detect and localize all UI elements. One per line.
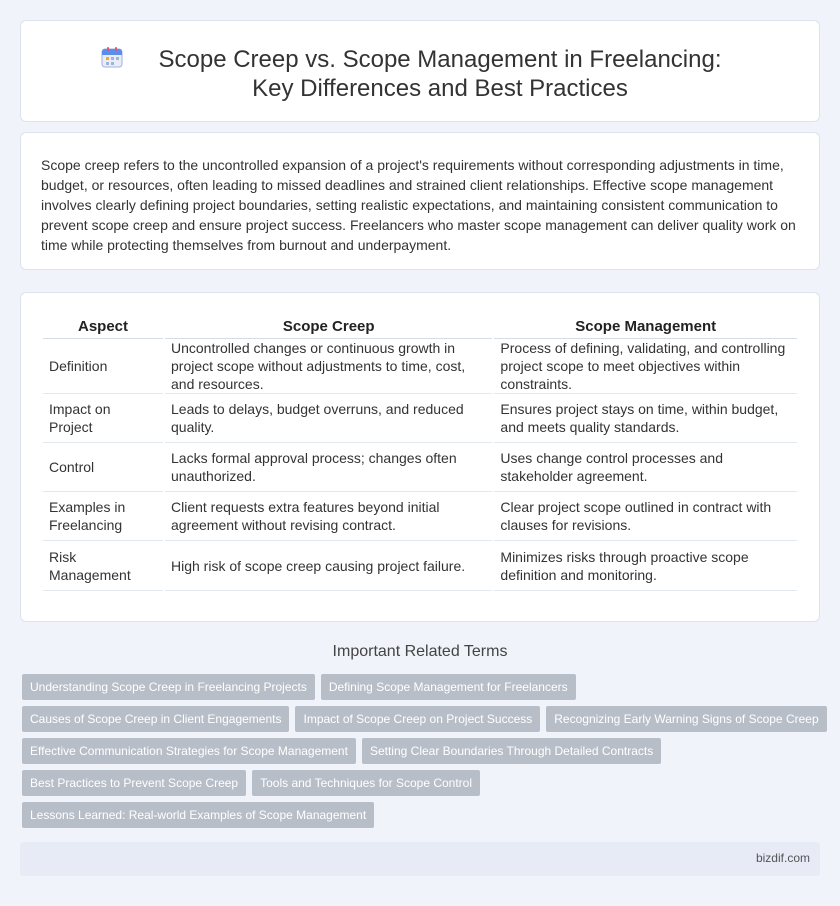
cell-aspect: Definition bbox=[43, 339, 163, 394]
cell-aspect: Examples in Freelancing bbox=[43, 492, 163, 541]
related-term-tag[interactable]: Best Practices to Prevent Scope Creep bbox=[22, 770, 246, 796]
header-card bbox=[20, 20, 820, 122]
cell-scope-management: Uses change control processes and stakeholder agreement. bbox=[494, 443, 797, 492]
cell-scope-creep: High risk of scope creep causing project failure. bbox=[165, 541, 492, 591]
cell-scope-management: Minimizes risks through proactive scope definition and monitoring. bbox=[494, 541, 797, 591]
cell-scope-creep: Leads to delays, budget overruns, and reduced quality. bbox=[165, 394, 492, 443]
related-term-tag[interactable]: Understanding Scope Creep in Freelancing Projects bbox=[22, 674, 315, 700]
cell-aspect: Control bbox=[43, 443, 163, 492]
cell-scope-management: Process of defining, validating, and controlling project scope to meet objectives within constraints. bbox=[494, 339, 797, 394]
cell-scope-management: Ensures project stays on time, within budget, and meets quality standards. bbox=[494, 394, 797, 443]
related-term-tag[interactable]: Defining Scope Management for Freelancers bbox=[321, 674, 576, 700]
related-term-tag[interactable]: Setting Clear Boundaries Through Detailed Contracts bbox=[362, 738, 661, 764]
cell-scope-management: Clear project scope outlined in contract with clauses for revisions. bbox=[494, 492, 797, 541]
table-row bbox=[43, 541, 797, 591]
cell-scope-creep: Client requests extra features beyond initial agreement without revising contract. bbox=[165, 492, 492, 541]
table-row bbox=[43, 339, 797, 394]
header-scope-management: Scope Management bbox=[494, 315, 797, 339]
intro-card bbox=[20, 132, 820, 270]
intro-paragraph: Scope creep refers to the uncontrolled expansion of a project's requirements without corresponding adjustments in time, budget, or resources, often leading to missed deadlines and strained client relationships. Effective scope management involves clearly defining project boundaries, setting realistic expectations, and maintaining consistent communication to prevent scope creep and ensure project success. Freelancers who master scope management can deliver quality work on time while protecting themselves from burnout and underpayment. bbox=[41, 157, 796, 253]
related-term-tag[interactable]: Recognizing Early Warning Signs of Scope Creep bbox=[546, 706, 826, 732]
related-term-tag[interactable]: Tools and Techniques for Scope Control bbox=[252, 770, 480, 796]
footer bbox=[20, 842, 820, 876]
related-term-tag[interactable]: Impact of Scope Creep on Project Success bbox=[295, 706, 540, 732]
related-terms-title: Important Related Terms bbox=[332, 643, 508, 660]
related-term-tag[interactable]: Effective Communication Strategies for Scope Management bbox=[22, 738, 356, 764]
table-row bbox=[43, 443, 797, 492]
header-aspect: Aspect bbox=[43, 315, 163, 339]
comparison-table bbox=[41, 315, 799, 591]
comparison-card bbox=[20, 292, 820, 622]
related-term-tag[interactable]: Lessons Learned: Real-world Examples of Scope Management bbox=[22, 802, 374, 828]
header-scope-creep: Scope Creep bbox=[165, 315, 492, 339]
cell-aspect: Impact on Project bbox=[43, 394, 163, 443]
footer-site-link[interactable]: bizdif.com bbox=[755, 851, 810, 865]
table-row bbox=[43, 394, 797, 443]
page-title: Scope Creep vs. Scope Management in Freelancing: Key Differences and Best Practices bbox=[158, 46, 722, 102]
related-terms-list bbox=[22, 674, 822, 834]
related-term-tag[interactable]: Causes of Scope Creep in Client Engagements bbox=[22, 706, 289, 732]
cell-aspect: Risk Management bbox=[43, 541, 163, 591]
cell-scope-creep: Lacks formal approval process; changes often unauthorized. bbox=[165, 443, 492, 492]
table-row bbox=[43, 492, 797, 541]
cell-scope-creep: Uncontrolled changes or continuous growth in project scope without adjustments to time, cost, and resources. bbox=[165, 339, 492, 394]
